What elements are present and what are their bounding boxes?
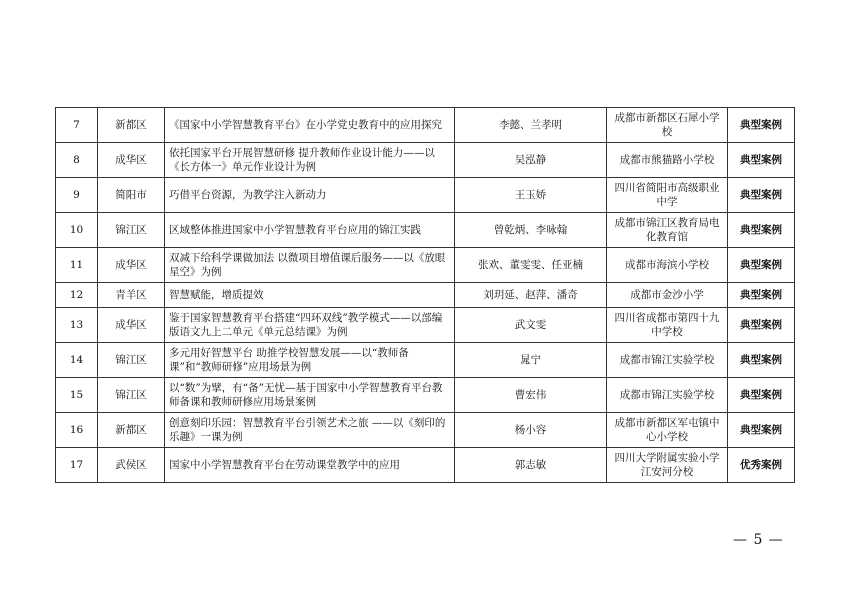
case-title: 以“数”为擘，有“备”无忧—基于国家中小学智慧教育平台教师备课和教师研修应用场景案例 — [165, 378, 455, 413]
district: 成华区 — [98, 248, 165, 283]
school: 成都市锦江区教育局电化教育馆 — [607, 213, 728, 248]
award: 典型案例 — [728, 343, 795, 378]
row-number: 11 — [56, 248, 98, 283]
school: 四川省成都市第四十九中学校 — [607, 308, 728, 343]
award: 优秀案例 — [728, 448, 795, 483]
case-title: 区域整体推进国家中小学智慧教育平台应用的锦江实践 — [165, 213, 455, 248]
row-number: 17 — [56, 448, 98, 483]
award: 典型案例 — [728, 143, 795, 178]
district: 锦江区 — [98, 343, 165, 378]
table-row — [56, 213, 795, 248]
district: 简阳市 — [98, 178, 165, 213]
school: 成都市锦江实验学校 — [607, 378, 728, 413]
award: 典型案例 — [728, 108, 795, 143]
award: 典型案例 — [728, 378, 795, 413]
authors: 曹宏伟 — [455, 378, 607, 413]
school: 成都市新都区石犀小学校 — [607, 108, 728, 143]
table-row — [56, 413, 795, 448]
row-number: 14 — [56, 343, 98, 378]
row-number: 7 — [56, 108, 98, 143]
table-row — [56, 343, 795, 378]
row-number: 15 — [56, 378, 98, 413]
row-number: 12 — [56, 283, 98, 308]
district: 锦江区 — [98, 213, 165, 248]
row-number: 10 — [56, 213, 98, 248]
school: 成都市海滨小学校 — [607, 248, 728, 283]
school: 四川省简阳市高级职业中学 — [607, 178, 728, 213]
district: 新都区 — [98, 413, 165, 448]
case-title: 依托国家平台开展智慧研修 提升教师作业设计能力——以《长方体一》单元作业设计为例 — [165, 143, 455, 178]
case-title: 《国家中小学智慧教育平台》在小学党史教育中的应用探究 — [165, 108, 455, 143]
authors: 李懿、兰孝明 — [455, 108, 607, 143]
school: 成都市锦江实验学校 — [607, 343, 728, 378]
school: 成都市熊猫路小学校 — [607, 143, 728, 178]
table-row — [56, 448, 795, 483]
authors: 曾乾炳、李咏翰 — [455, 213, 607, 248]
table-row — [56, 283, 795, 308]
table-row — [56, 178, 795, 213]
award: 典型案例 — [728, 283, 795, 308]
district: 成华区 — [98, 308, 165, 343]
award: 典型案例 — [728, 213, 795, 248]
authors: 张欢、董雯雯、任亚楠 — [455, 248, 607, 283]
case-title: 多元用好智慧平台 助推学校智慧发展——以“教师备课”和“教师研修”应用场景为例 — [165, 343, 455, 378]
row-number: 16 — [56, 413, 98, 448]
case-table — [55, 107, 795, 483]
case-title: 智慧赋能，增质提效 — [165, 283, 455, 308]
school: 四川大学附属实验小学江安河分校 — [607, 448, 728, 483]
row-number: 9 — [56, 178, 98, 213]
authors: 吴泓静 — [455, 143, 607, 178]
award: 典型案例 — [728, 413, 795, 448]
authors: 晁宁 — [455, 343, 607, 378]
table-row — [56, 143, 795, 178]
table-row — [56, 108, 795, 143]
authors: 刘玥延、赵萍、潘奇 — [455, 283, 607, 308]
row-number: 8 — [56, 143, 98, 178]
row-number: 13 — [56, 308, 98, 343]
page-number: — 5 — — [733, 532, 784, 548]
award: 典型案例 — [728, 308, 795, 343]
table-row — [56, 308, 795, 343]
table-row — [56, 378, 795, 413]
district: 锦江区 — [98, 378, 165, 413]
case-title: 鉴于国家智慧教育平台搭建“四环双线”教学模式——以部编版语文九上二单元《单元总结课》为例 — [165, 308, 455, 343]
authors: 郭志敏 — [455, 448, 607, 483]
school: 成都市金沙小学 — [607, 283, 728, 308]
table-row — [56, 248, 795, 283]
school: 成都市新都区军屯镇中心小学校 — [607, 413, 728, 448]
case-title: 国家中小学智慧教育平台在劳动课堂教学中的应用 — [165, 448, 455, 483]
authors: 杨小容 — [455, 413, 607, 448]
case-title: 双减下给科学课做加法 以微项目增值课后服务——以《放眼星空》为例 — [165, 248, 455, 283]
district: 武侯区 — [98, 448, 165, 483]
authors: 王玉娇 — [455, 178, 607, 213]
award: 典型案例 — [728, 248, 795, 283]
case-title: 巧借平台资源，为教学注入新动力 — [165, 178, 455, 213]
district: 青羊区 — [98, 283, 165, 308]
authors: 武文雯 — [455, 308, 607, 343]
district: 新都区 — [98, 108, 165, 143]
award: 典型案例 — [728, 178, 795, 213]
case-title: 创意刻印乐园：智慧教育平台引领艺术之旅 ——以《刻印的乐趣》一课为例 — [165, 413, 455, 448]
district: 成华区 — [98, 143, 165, 178]
